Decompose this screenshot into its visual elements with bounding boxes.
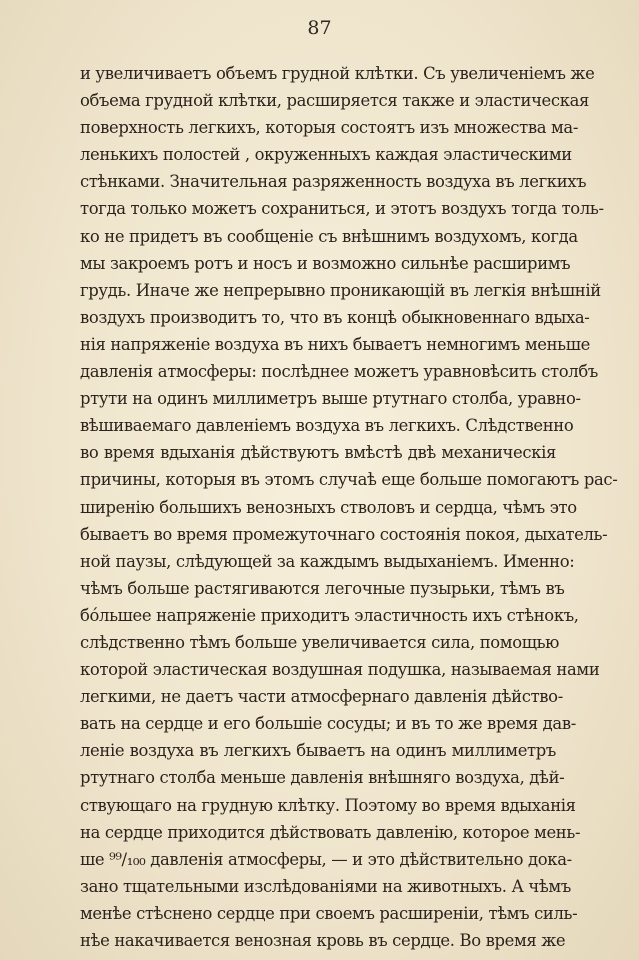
text-line: объема грудной клѣтки, расширяется также и эластическая — [80, 91, 590, 111]
text-line: зано тщательными изслѣдованiями на животныхъ. А чѣмъ — [80, 876, 571, 896]
text-line: ко не придетъ въ сообщенiе съ внѣшнимъ воздухомъ, когда — [80, 226, 578, 246]
text-line: на сердце приходится дѣйствовать давленiю, которое мень- — [80, 822, 581, 842]
text-line: причины, которыя въ этомъ случаѣ еще больше помогаютъ рас- — [80, 470, 618, 490]
text-line: стѣнками. Значительная разряженность воздуха въ легкихъ — [80, 172, 587, 192]
text-line: ширенiю большихъ венозныхъ стволовъ и сердца, чѣмъ это — [80, 497, 577, 517]
text-line: ной паузы, слѣдующей за каждымъ выдыханiемъ. Именно: — [80, 551, 575, 571]
text-line: вѣшиваемаго давленiемъ воздуха въ легкихъ. Слѣдственно — [80, 416, 574, 436]
text-line: ствующаго на грудную клѣтку. Поэтому во время вдыханiя — [80, 795, 576, 815]
text-line: вать на сердце и его большiе сосуды; и въ то же время дав- — [80, 714, 576, 734]
body-text — [80, 60, 618, 954]
text-line: нiя напряженiе воздуха въ нихъ бываетъ немногимъ меньше — [80, 334, 590, 354]
text-line: менѣе стѣснено сердце при своемъ расширенiи, тѣмъ силь- — [80, 903, 578, 923]
page-number: 87 — [307, 17, 332, 39]
text-line: и увеличиваетъ объемъ грудной клѣтки. Съ увеличенiемъ же — [80, 64, 595, 83]
text-line: слѣдственно тѣмъ больше увеличивается сила, помощью — [80, 632, 560, 652]
text-line: грудь. Иначе же непрерывно проникающiй въ легкiя внѣшнiй — [80, 280, 601, 300]
text-line: тогда только можетъ сохраниться, и этотъ воздухъ тогда толь- — [80, 199, 604, 219]
text-line: во время вдыханiя дѣйствуютъ вмѣстѣ двѣ механическiя — [80, 443, 556, 463]
text-line: которой эластическая воздушная подушка, называемая нами — [80, 660, 600, 680]
text-line: ртутнаго столба меньше давленiя внѣшняго воздуха, дѣй- — [80, 768, 565, 788]
text-line: воздухъ производитъ то, что въ концѣ обыкновеннаго вдыха- — [80, 307, 590, 327]
text-line: ленькихъ полостей , окруженныхъ каждая эластическими — [80, 145, 572, 165]
text-line: мы закроемъ ротъ и носъ и возможно сильнѣе расширимъ — [80, 253, 571, 273]
text-line: бóльшее напряженiе приходитъ эластичность ихъ стѣнокъ, — [80, 605, 579, 625]
text-line: ленiе воздуха въ легкихъ бываетъ на одинъ миллиметръ — [80, 741, 556, 761]
text-line: поверхность легкихъ, которыя состоятъ изъ множества ма- — [80, 118, 579, 138]
text-line: ртути на одинъ миллиметръ выше ртутнаго столба, уравно- — [80, 389, 581, 409]
text-line: ше ⁹⁹/₁₀₀ давленiя атмосферы, — и это дѣйствительно дока- — [80, 849, 572, 869]
text-line: давленiя атмосферы: послѣднее можетъ уравновѣсить столбъ — [80, 362, 598, 382]
text-line: нѣе накачивается венозная кровь въ сердце. Во время же — [80, 931, 566, 950]
text-line: бываетъ во время промежуточнаго состоянiя покоя, дыхатель- — [80, 524, 608, 544]
text-line: легкими, не даетъ части атмосфернаго давленiя дѣйство- — [80, 687, 563, 707]
text-line: чѣмъ больше растягиваются легочные пузырьки, тѣмъ въ — [80, 578, 565, 598]
